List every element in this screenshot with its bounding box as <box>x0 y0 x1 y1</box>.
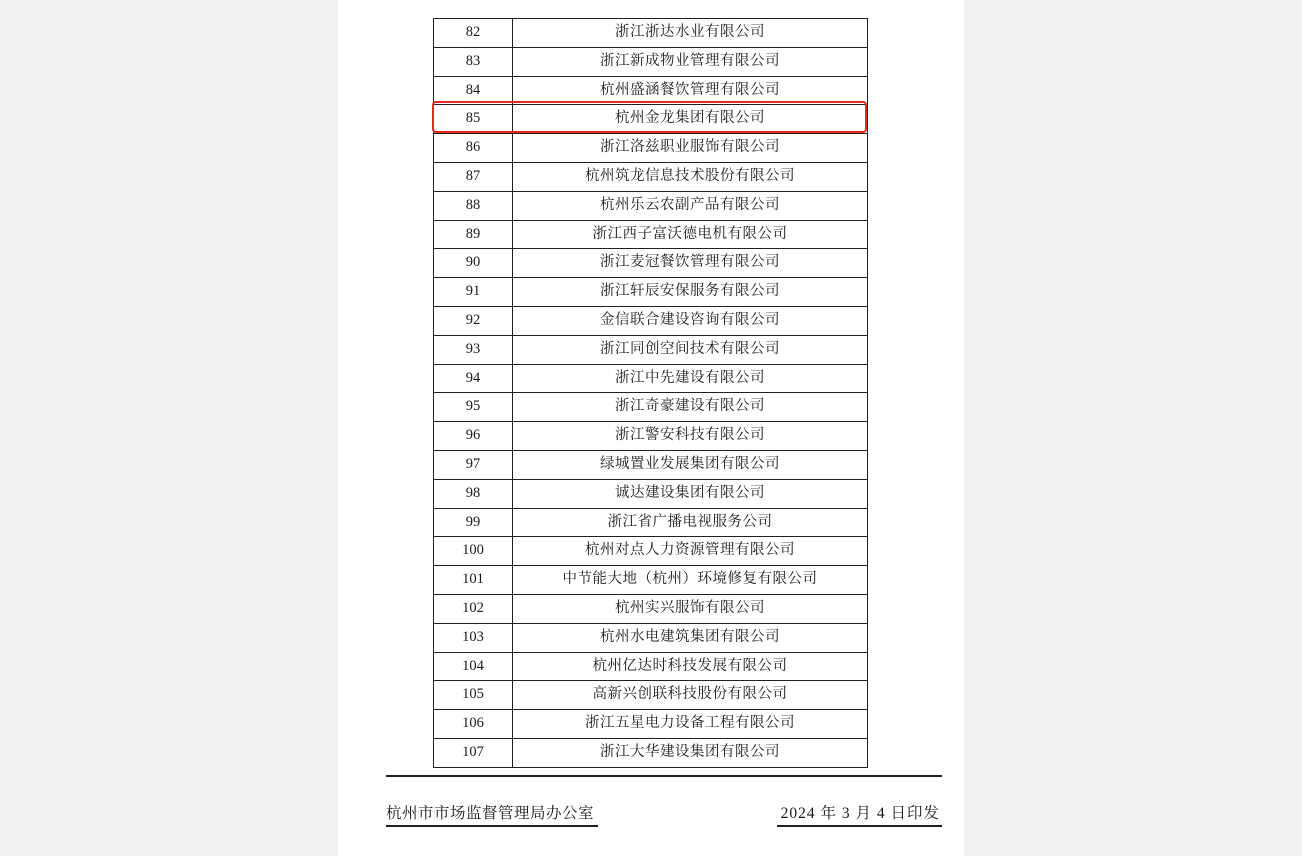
company-name: 诚达建设集团有限公司 <box>513 479 868 508</box>
company-name: 浙江中先建设有限公司 <box>513 364 868 393</box>
table-row <box>434 450 868 479</box>
row-number: 84 <box>434 76 513 105</box>
row-number: 92 <box>434 306 513 335</box>
table-row <box>434 306 868 335</box>
table-row <box>434 335 868 364</box>
table-row <box>434 594 868 623</box>
row-number: 91 <box>434 278 513 307</box>
row-number: 90 <box>434 249 513 278</box>
company-name: 浙江浙达水业有限公司 <box>513 19 868 48</box>
table-row <box>434 220 868 249</box>
row-number: 86 <box>434 134 513 163</box>
company-name: 杭州乐云农副产品有限公司 <box>513 191 868 220</box>
company-name: 浙江轩辰安保服务有限公司 <box>513 278 868 307</box>
row-number: 99 <box>434 508 513 537</box>
footer-divider <box>386 775 942 777</box>
table-row <box>434 393 868 422</box>
table-row <box>434 191 868 220</box>
row-number: 88 <box>434 191 513 220</box>
company-name: 杭州金龙集团有限公司 <box>513 105 868 134</box>
row-number: 82 <box>434 19 513 48</box>
row-number: 107 <box>434 738 513 767</box>
table-row <box>434 76 868 105</box>
company-name: 杭州亿达时科技发展有限公司 <box>513 652 868 681</box>
row-number: 89 <box>434 220 513 249</box>
table-row <box>434 508 868 537</box>
table-row <box>434 566 868 595</box>
table-row <box>434 422 868 451</box>
company-name: 浙江西子富沃德电机有限公司 <box>513 220 868 249</box>
company-name: 浙江新成物业管理有限公司 <box>513 47 868 76</box>
company-name: 高新兴创联科技股份有限公司 <box>513 681 868 710</box>
company-list-table <box>433 18 868 768</box>
table-row <box>434 19 868 48</box>
footer-issuer: 杭州市市场监督管理局办公室 <box>386 801 598 827</box>
company-name: 浙江洛兹职业服饰有限公司 <box>513 134 868 163</box>
company-name: 浙江同创空间技术有限公司 <box>513 335 868 364</box>
table-row <box>434 162 868 191</box>
table-row <box>434 364 868 393</box>
company-name: 杭州对点人力资源管理有限公司 <box>513 537 868 566</box>
table-row <box>434 710 868 739</box>
row-number: 83 <box>434 47 513 76</box>
company-name: 浙江警安科技有限公司 <box>513 422 868 451</box>
company-name: 浙江五星电力设备工程有限公司 <box>513 710 868 739</box>
company-name: 中节能大地（杭州）环境修复有限公司 <box>513 566 868 595</box>
company-name: 浙江奇豪建设有限公司 <box>513 393 868 422</box>
footer-date: 2024 年 3 月 4 日印发 <box>777 801 942 827</box>
table-row <box>434 249 868 278</box>
table-row <box>434 738 868 767</box>
table-row <box>434 134 868 163</box>
row-number: 94 <box>434 364 513 393</box>
row-number: 102 <box>434 594 513 623</box>
company-name: 杭州水电建筑集团有限公司 <box>513 623 868 652</box>
row-number: 100 <box>434 537 513 566</box>
table-row <box>434 652 868 681</box>
table-row <box>434 47 868 76</box>
document-page <box>338 0 964 856</box>
company-name: 杭州筑龙信息技术股份有限公司 <box>513 162 868 191</box>
table-row <box>434 537 868 566</box>
table-row <box>434 479 868 508</box>
company-name: 浙江麦冠餐饮管理有限公司 <box>513 249 868 278</box>
table-row <box>434 278 868 307</box>
company-name: 金信联合建设咨询有限公司 <box>513 306 868 335</box>
table-row-highlighted <box>434 105 868 134</box>
company-name: 浙江大华建设集团有限公司 <box>513 738 868 767</box>
table-body <box>434 19 868 768</box>
row-number: 85 <box>434 105 513 134</box>
document-footer <box>386 775 942 827</box>
row-number: 104 <box>434 652 513 681</box>
row-number: 97 <box>434 450 513 479</box>
footer-row <box>386 801 942 827</box>
row-number: 101 <box>434 566 513 595</box>
row-number: 87 <box>434 162 513 191</box>
row-number: 93 <box>434 335 513 364</box>
table-row <box>434 681 868 710</box>
row-number: 95 <box>434 393 513 422</box>
row-number: 98 <box>434 479 513 508</box>
company-name: 杭州实兴服饰有限公司 <box>513 594 868 623</box>
row-number: 96 <box>434 422 513 451</box>
company-name: 杭州盛涵餐饮管理有限公司 <box>513 76 868 105</box>
row-number: 103 <box>434 623 513 652</box>
company-name: 浙江省广播电视服务公司 <box>513 508 868 537</box>
row-number: 105 <box>434 681 513 710</box>
table-row <box>434 623 868 652</box>
row-number: 106 <box>434 710 513 739</box>
company-name: 绿城置业发展集团有限公司 <box>513 450 868 479</box>
